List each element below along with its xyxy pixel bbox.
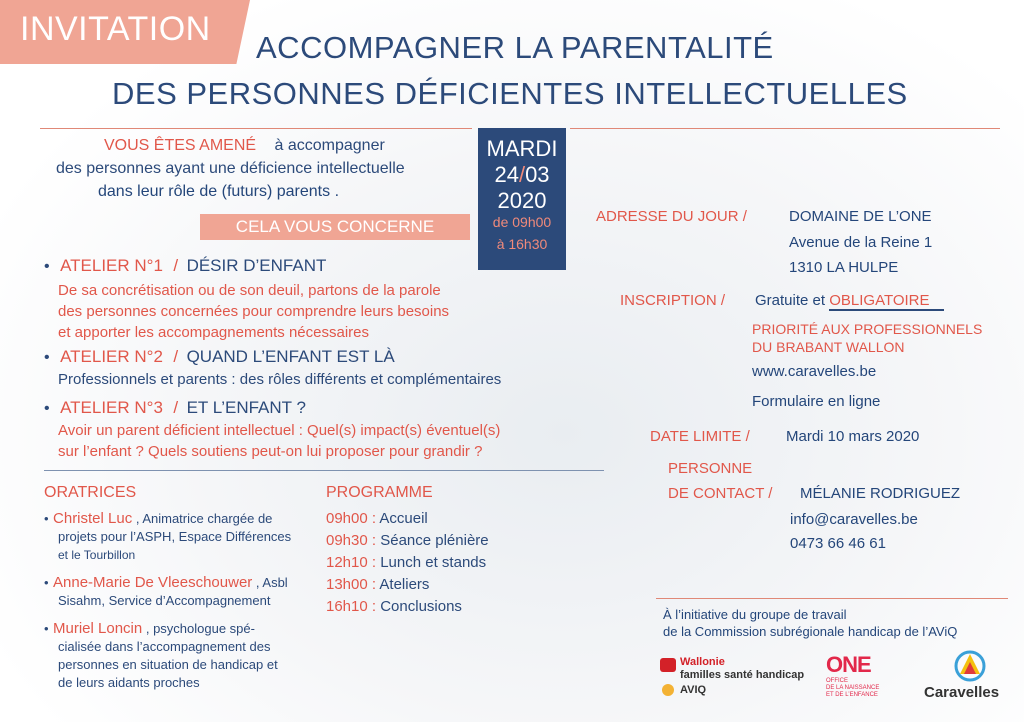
inscription-value: Gratuite et OBLIGATOIRE <box>755 292 944 309</box>
atelier-3-desc: Avoir un parent déficient intellectuel : Quel(s) impact(s) éventuel(s) sur l’enfant ? Quels soutiens peut-on lui proposer pour grandir ? <box>58 422 501 460</box>
invitation-label: INVITATION <box>20 10 211 48</box>
date-box <box>478 128 566 270</box>
one-logo: ONE OFFICE DE LA NAISSANCE ET DE L’ENFANCE <box>826 652 880 698</box>
divider-middle <box>44 470 604 471</box>
wallonie-aviq-logo: Wallonie familles santé handicap AVIQ <box>660 654 820 706</box>
divider-top-left <box>40 128 472 129</box>
contact-label-line2: DE CONTACT / <box>668 485 773 502</box>
divider-top-right <box>570 128 1000 129</box>
date-year: 2020 <box>497 188 547 213</box>
atelier-1-heading: • ATELIER N°1 / DÉSIR D’ENFANT <box>44 256 327 275</box>
programme-item: 09h00 : Accueil <box>326 510 428 527</box>
intro-highlight: VOUS ÊTES AMENÉ <box>104 137 257 154</box>
programme-heading: PROGRAMME <box>326 484 433 501</box>
contact-label-line1: PERSONNE <box>668 460 753 477</box>
contact-phone: 0473 66 46 61 <box>790 535 886 552</box>
adresse-line3: 1310 LA HULPE <box>789 259 899 276</box>
programme-list <box>326 508 489 618</box>
date-day: MARDI <box>486 136 558 161</box>
date-limite-value: Mardi 10 mars 2020 <box>786 428 920 445</box>
date-limite-label: DATE LIMITE / <box>650 428 750 445</box>
adresse-label: ADRESSE DU JOUR / <box>596 208 747 225</box>
programme-item: 13h00 : Ateliers <box>326 576 430 593</box>
date-from: de 09h00 <box>492 214 552 230</box>
initiative-text: À l’initiative du groupe de travail de la Commission subrégionale handicap de l’AViQ <box>663 607 958 639</box>
atelier-3-heading: • ATELIER N°3 / ET L’ENFANT ? <box>44 398 306 417</box>
programme-item: 12h10 : Lunch et stands <box>326 554 487 571</box>
oratrice-2: • Anne-Marie De Vleeschouwer , Asbl Sisahm, Service d’Accompagnement <box>44 574 288 608</box>
intro-line3: dans leur rôle de (futurs) parents . <box>98 183 340 200</box>
oratrices-list <box>44 510 314 692</box>
date-to: à 16h30 <box>496 236 548 252</box>
caravelles-icon <box>950 648 990 682</box>
oratrice-1: • Christel Luc , Animatrice chargée de projets pour l’ASPH, Espace Différences et le Tourbillon <box>44 510 292 562</box>
page-title-line1: ACCOMPAGNER LA PARENTALITÉ <box>256 30 774 65</box>
adresse-line1: DOMAINE DE L’ONE <box>789 208 932 225</box>
inscription-form-link[interactable]: Formulaire en ligne <box>752 393 881 410</box>
caravelles-logo: Caravelles <box>920 648 1012 708</box>
programme-item: 16h10 : Conclusions <box>326 598 462 615</box>
atelier-2-desc: Professionnels et parents : des rôles différents et complémentaires <box>58 371 502 388</box>
inscription-priority: PRIORITÉ AUX PROFESSIONNELS DU BRABANT WALLON <box>752 321 983 355</box>
inscription-website-link[interactable]: www.caravelles.be <box>752 363 877 380</box>
aviq-icon <box>662 684 674 696</box>
oratrice-3: • Muriel Loncin , psychologue spé- cialisée dans l’accompagnement des personnes en situation de handicap et de leurs aidants proches <box>44 620 278 690</box>
page-title-line2: DES PERSONNES DÉFICIENTES INTELLECTUELLES <box>112 76 908 111</box>
intro-text: à accompagner <box>274 137 385 154</box>
atelier-1-desc: De sa concrétisation ou de son deuil, partons de la parole des personnes concernées pour comprendre leurs besoins et apporter les accompagnements nécessaires <box>58 282 450 341</box>
contact-email[interactable]: info@caravelles.be <box>790 511 918 528</box>
divider-bottom-right <box>656 598 1008 599</box>
adresse-line2: Avenue de la Reine 1 <box>789 234 933 251</box>
atelier-2-heading: • ATELIER N°2 / QUAND L’ENFANT EST LÀ <box>44 347 395 366</box>
programme-item: 09h30 : Séance plénière <box>326 532 489 549</box>
oratrices-heading: ORATRICES <box>44 484 137 501</box>
rooster-icon <box>660 658 676 672</box>
intro-line2: des personnes ayant une déficience intellectuelle <box>56 160 405 177</box>
date-daymonth: 24/03 <box>494 162 550 187</box>
inscription-label: INSCRIPTION / <box>620 292 726 309</box>
contact-name: MÉLANIE RODRIGUEZ <box>800 485 961 502</box>
intro-line1 <box>104 137 385 155</box>
concern-bar: CELA VOUS CONCERNE <box>200 214 470 240</box>
